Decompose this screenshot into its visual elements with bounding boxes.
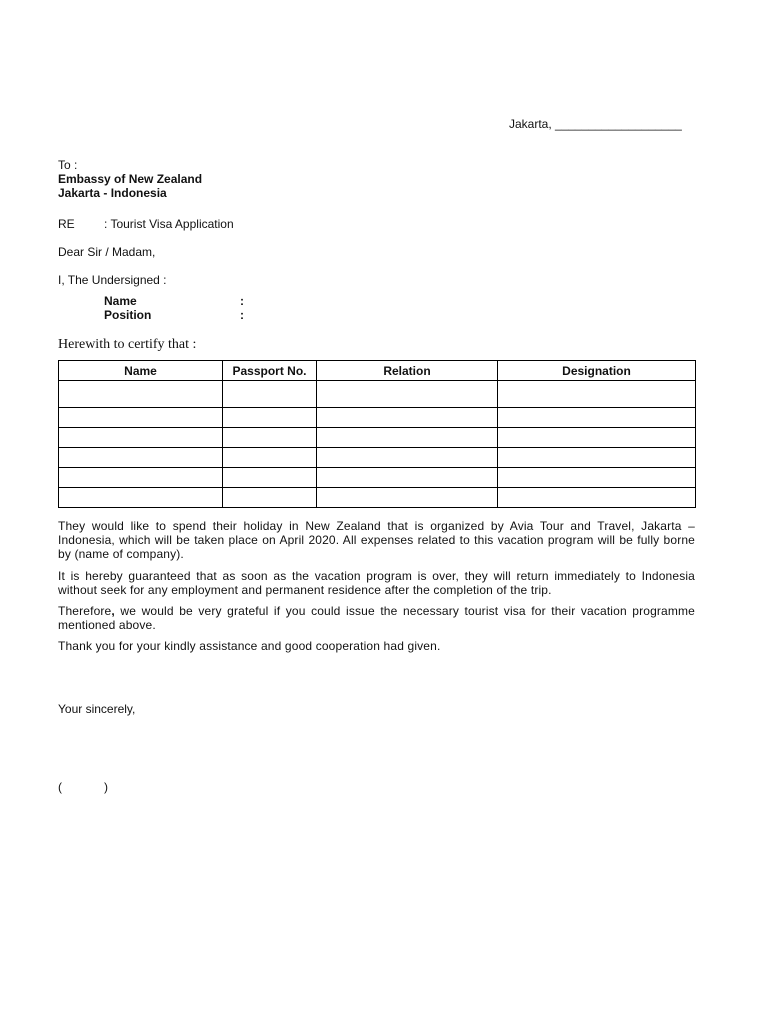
table-cell xyxy=(498,448,696,468)
table-row xyxy=(59,468,696,488)
name-field-colon: : xyxy=(240,294,244,308)
body-paragraph-1: They would like to spend their holiday in New Zealand that is organized by Avia Tour and Travel, Jakarta – Indonesia, which will be taken place on April 2020. All expenses related to this vacation program will be fully borne by (name of company). xyxy=(58,519,695,561)
certify-line: Herewith to certify that : xyxy=(58,337,197,352)
column-header-relation: Relation xyxy=(317,361,498,381)
table-cell xyxy=(498,488,696,508)
table-header-row xyxy=(59,361,696,381)
table-cell xyxy=(223,448,317,468)
table-row xyxy=(59,488,696,508)
table-cell xyxy=(498,408,696,428)
table-cell xyxy=(498,468,696,488)
traveler-table xyxy=(58,360,696,508)
place-date: Jakarta, ___________________ xyxy=(509,117,682,131)
table-row xyxy=(59,448,696,468)
table-cell xyxy=(59,408,223,428)
table-row xyxy=(59,408,696,428)
subject-text: : Tourist Visa Application xyxy=(104,217,234,231)
table-cell xyxy=(317,428,498,448)
table-cell xyxy=(498,428,696,448)
position-field-label: Position xyxy=(104,308,152,322)
body-paragraph-3-comma: , xyxy=(111,604,115,618)
table-cell xyxy=(317,408,498,428)
table-cell xyxy=(223,408,317,428)
recipient-line-2: Jakarta - Indonesia xyxy=(58,186,167,200)
position-field-colon: : xyxy=(240,308,244,322)
body-paragraph-3 xyxy=(58,604,695,632)
table-cell xyxy=(223,468,317,488)
salutation: Dear Sir / Madam, xyxy=(58,245,156,259)
table-cell xyxy=(59,381,223,408)
table-cell xyxy=(317,448,498,468)
signature-close-paren: ) xyxy=(104,780,108,794)
column-header-name: Name xyxy=(59,361,223,381)
table-cell xyxy=(317,488,498,508)
table-row xyxy=(59,381,696,408)
table-cell xyxy=(59,448,223,468)
table-cell xyxy=(317,381,498,408)
body-paragraph-3-rest: we would be very grateful if you could issue the necessary tourist visa for their vacation programme mentioned above. xyxy=(58,604,695,632)
name-field-label: Name xyxy=(104,294,137,308)
table-cell xyxy=(59,428,223,448)
signature-open-paren: ( xyxy=(58,780,62,794)
body-paragraph-4: Thank you for your kindly assistance and good cooperation had given. xyxy=(58,639,441,653)
sign-off: Your sincerely, xyxy=(58,702,136,716)
column-header-designation: Designation xyxy=(498,361,696,381)
table-cell xyxy=(317,468,498,488)
body-paragraph-3-prefix: Therefore xyxy=(58,604,112,618)
re-label: RE xyxy=(58,217,75,231)
table-cell xyxy=(223,428,317,448)
table-cell xyxy=(59,468,223,488)
column-header-passport: Passport No. xyxy=(223,361,317,381)
recipient-line-1: Embassy of New Zealand xyxy=(58,172,203,186)
table-cell xyxy=(59,488,223,508)
table-cell xyxy=(223,488,317,508)
table-cell xyxy=(498,381,696,408)
table-row xyxy=(59,428,696,448)
to-label: To : xyxy=(58,158,78,172)
table-cell xyxy=(223,381,317,408)
body-paragraph-2: It is hereby guaranteed that as soon as the vacation program is over, they will return immediately to Indonesia without seek for any employment and permanent residence after the completion of the trip. xyxy=(58,569,695,597)
undersigned-intro: I, The Undersigned : xyxy=(58,273,167,287)
